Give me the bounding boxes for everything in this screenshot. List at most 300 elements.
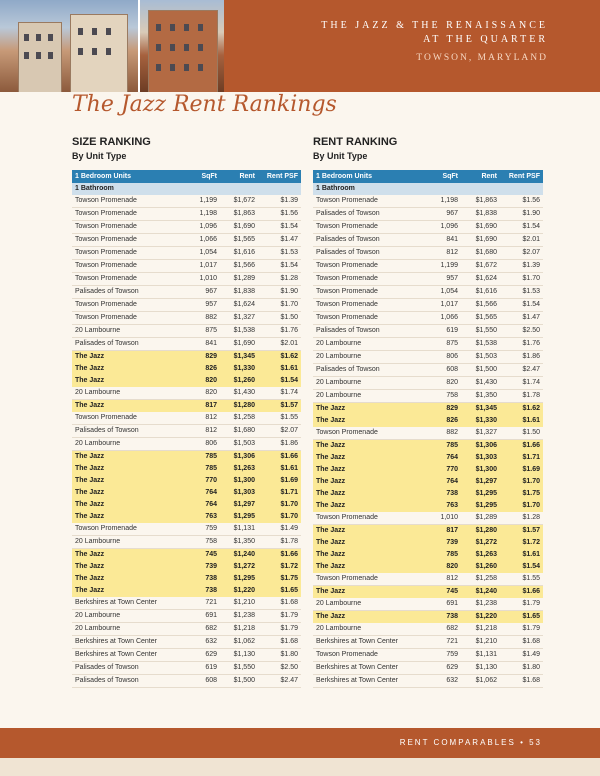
sqft-cell: 770 — [425, 464, 461, 476]
property-name-cell: 20 Lambourne — [313, 390, 425, 403]
table-row — [72, 451, 301, 464]
rent-cell: $1,300 — [220, 475, 258, 487]
table-row — [313, 464, 543, 476]
sqft-cell: 738 — [184, 573, 220, 585]
rent-cell: $1,565 — [461, 312, 500, 325]
table-row — [72, 623, 301, 636]
table-row — [313, 636, 543, 649]
rent-cell: $1,672 — [461, 260, 500, 273]
rent-psf-cell: $1.66 — [500, 586, 543, 599]
property-name-cell: Towson Promenade — [72, 299, 184, 312]
property-name-cell: 20 Lambourne — [313, 338, 425, 351]
sqft-cell: 826 — [425, 415, 461, 427]
rent-psf-cell: $1.55 — [258, 412, 301, 425]
rent-cell: $1,272 — [461, 537, 500, 549]
building-photo-2 — [138, 0, 224, 92]
sqft-cell: 739 — [184, 561, 220, 573]
header-title-line2: AT THE QUARTER — [423, 34, 548, 45]
sqft-cell: 1,017 — [184, 260, 220, 273]
table-row — [313, 525, 543, 538]
sqft-cell: 770 — [184, 475, 220, 487]
rent-cell: $1,280 — [220, 400, 258, 413]
property-name-cell: Towson Promenade — [72, 195, 184, 208]
col-header-units: 1 Bedroom Units — [72, 170, 184, 183]
rent-cell: $1,500 — [461, 364, 500, 377]
rent-psf-cell: $1.39 — [258, 195, 301, 208]
rent-psf-cell: $2.47 — [500, 364, 543, 377]
sqft-cell: 967 — [184, 286, 220, 299]
rent-psf-cell: $1.54 — [500, 221, 543, 234]
property-name-cell: Towson Promenade — [313, 221, 425, 234]
property-name-cell: Towson Promenade — [313, 573, 425, 586]
property-name-cell: Towson Promenade — [72, 208, 184, 221]
table-row — [72, 312, 301, 325]
table-row — [72, 425, 301, 438]
rent-psf-cell: $1.78 — [258, 536, 301, 549]
rent-psf-cell: $1.55 — [500, 573, 543, 586]
table-row — [313, 286, 543, 299]
building-photo-1 — [0, 0, 138, 92]
sqft-cell: 608 — [425, 364, 461, 377]
page-title: The Jazz Rent Rankings — [72, 92, 337, 117]
table-row — [72, 247, 301, 260]
sqft-cell: 875 — [425, 338, 461, 351]
rent-cell: $1,690 — [461, 221, 500, 234]
rent-cell: $1,303 — [220, 487, 258, 499]
property-name-cell: Berkshires at Town Center — [72, 649, 184, 662]
sqft-cell: 619 — [184, 662, 220, 675]
property-name-cell: Towson Promenade — [313, 273, 425, 286]
rent-cell: $1,220 — [220, 585, 258, 597]
rent-cell: $1,566 — [220, 260, 258, 273]
rent-cell: $1,289 — [461, 512, 500, 525]
table-row — [72, 234, 301, 247]
col-header-units: 1 Bedroom Units — [313, 170, 425, 183]
rent-cell: $1,218 — [220, 623, 258, 636]
property-name-cell: Towson Promenade — [72, 234, 184, 247]
rent-cell: $1,295 — [220, 573, 258, 585]
rent-cell: $1,210 — [220, 597, 258, 610]
rent-psf-cell: $1.75 — [258, 573, 301, 585]
rent-cell: $1,838 — [220, 286, 258, 299]
rent-cell: $1,062 — [461, 675, 500, 688]
property-name-cell: 20 Lambourne — [72, 623, 184, 636]
size-ranking-table — [72, 170, 301, 688]
rent-psf-cell: $1.69 — [500, 464, 543, 476]
table-row — [313, 649, 543, 662]
rent-cell: $1,218 — [461, 623, 500, 636]
sqft-cell: 682 — [425, 623, 461, 636]
property-name-cell: 20 Lambourne — [313, 623, 425, 636]
rent-psf-cell: $1.65 — [258, 585, 301, 597]
table-header-row — [313, 170, 543, 183]
table-row — [72, 338, 301, 351]
rent-psf-cell: $1.54 — [258, 260, 301, 273]
table-row — [313, 623, 543, 636]
col-header-rent: Rent — [461, 170, 500, 183]
rent-cell: $1,295 — [461, 500, 500, 512]
table-row — [72, 438, 301, 451]
table-row — [72, 273, 301, 286]
rent-psf-cell: $1.57 — [258, 400, 301, 413]
table-row — [72, 400, 301, 413]
rent-psf-cell: $1.56 — [258, 208, 301, 221]
table-row — [313, 537, 543, 549]
sqft-cell: 763 — [184, 511, 220, 523]
rent-psf-cell: $1.72 — [258, 561, 301, 573]
table-row — [72, 475, 301, 487]
table-row — [72, 463, 301, 475]
sqft-cell: 829 — [184, 351, 220, 364]
bottom-margin — [0, 758, 600, 776]
sqft-cell: 806 — [425, 351, 461, 364]
sqft-cell: 1,198 — [425, 195, 461, 208]
sqft-cell: 1,010 — [184, 273, 220, 286]
sqft-cell: 820 — [184, 375, 220, 387]
property-name-cell: Palisades of Towson — [313, 364, 425, 377]
table-row — [313, 312, 543, 325]
rent-psf-cell: $1.79 — [258, 610, 301, 623]
sqft-cell: 1,199 — [184, 195, 220, 208]
footer-band — [0, 728, 600, 758]
property-name-cell: The Jazz — [72, 375, 184, 387]
property-name-cell: The Jazz — [313, 403, 425, 416]
table-row — [313, 260, 543, 273]
table-row — [72, 597, 301, 610]
rent-psf-cell: $1.69 — [258, 475, 301, 487]
rent-cell: $1,503 — [220, 438, 258, 451]
property-name-cell: The Jazz — [72, 351, 184, 364]
sqft-cell: 764 — [425, 452, 461, 464]
rent-psf-cell: $1.54 — [258, 221, 301, 234]
sqft-cell: 1,054 — [425, 286, 461, 299]
rent-psf-cell: $1.50 — [258, 312, 301, 325]
table-row — [72, 511, 301, 523]
rent-psf-cell: $1.57 — [500, 525, 543, 538]
rent-ranking-title: RENT RANKING — [313, 136, 398, 148]
rent-psf-cell: $1.74 — [258, 387, 301, 400]
rent-psf-cell: $1.62 — [258, 351, 301, 364]
property-name-cell: 20 Lambourne — [72, 610, 184, 623]
table-row — [72, 610, 301, 623]
table-row — [313, 338, 543, 351]
rent-cell: $1,624 — [220, 299, 258, 312]
table-row — [72, 363, 301, 375]
rent-psf-cell: $1.65 — [500, 611, 543, 624]
property-name-cell: The Jazz — [313, 488, 425, 500]
rent-cell: $1,690 — [220, 338, 258, 351]
sqft-cell: 785 — [184, 451, 220, 464]
property-name-cell: The Jazz — [72, 400, 184, 413]
rent-cell: $1,690 — [220, 221, 258, 234]
rent-psf-cell: $2.07 — [500, 247, 543, 260]
rent-psf-cell: $1.61 — [258, 463, 301, 475]
table-row — [313, 512, 543, 525]
rent-psf-cell: $1.28 — [500, 512, 543, 525]
sqft-cell: 691 — [184, 610, 220, 623]
table-row — [72, 299, 301, 312]
table-row — [313, 662, 543, 675]
property-name-cell: Towson Promenade — [72, 260, 184, 273]
property-name-cell: The Jazz — [72, 499, 184, 511]
table-row — [72, 499, 301, 511]
sqft-cell: 619 — [425, 325, 461, 338]
property-name-cell: Towson Promenade — [313, 312, 425, 325]
property-name-cell: Berkshires at Town Center — [313, 636, 425, 649]
sqft-cell: 1,017 — [425, 299, 461, 312]
sqft-cell: 1,054 — [184, 247, 220, 260]
property-name-cell: 20 Lambourne — [72, 536, 184, 549]
sqft-cell: 1,199 — [425, 260, 461, 273]
sqft-cell: 764 — [184, 487, 220, 499]
property-name-cell: Palisades of Towson — [313, 234, 425, 247]
sqft-cell: 957 — [184, 299, 220, 312]
rent-cell: $1,130 — [220, 649, 258, 662]
size-ranking-subtitle: By Unit Type — [72, 151, 127, 161]
property-name-cell: The Jazz — [313, 611, 425, 624]
rent-cell: $1,327 — [220, 312, 258, 325]
property-name-cell: Palisades of Towson — [313, 208, 425, 221]
rent-cell: $1,672 — [220, 195, 258, 208]
sqft-cell: 812 — [184, 425, 220, 438]
sqft-cell: 785 — [425, 440, 461, 453]
rent-psf-cell: $1.61 — [258, 363, 301, 375]
table-row — [72, 523, 301, 536]
rent-psf-cell: $1.61 — [500, 549, 543, 561]
property-name-cell: The Jazz — [313, 464, 425, 476]
rent-cell: $1,263 — [461, 549, 500, 561]
property-name-cell: Towson Promenade — [313, 512, 425, 525]
rent-psf-cell: $1.78 — [500, 390, 543, 403]
rent-psf-cell: $1.49 — [258, 523, 301, 536]
rent-cell: $1,238 — [220, 610, 258, 623]
col-header-rent-psf: Rent PSF — [258, 170, 301, 183]
rent-ranking-subtitle: By Unit Type — [313, 151, 368, 161]
table-row — [72, 662, 301, 675]
sqft-cell: 763 — [425, 500, 461, 512]
rent-cell: $1,550 — [461, 325, 500, 338]
table-row — [313, 452, 543, 464]
rent-cell: $1,306 — [220, 451, 258, 464]
table-row — [313, 586, 543, 599]
header-location: TOWSON, MARYLAND — [416, 53, 548, 63]
rent-cell: $1,616 — [220, 247, 258, 260]
property-name-cell: Towson Promenade — [313, 427, 425, 440]
rent-psf-cell: $2.07 — [258, 425, 301, 438]
rent-psf-cell: $1.70 — [500, 500, 543, 512]
rent-cell: $1,289 — [220, 273, 258, 286]
rent-psf-cell: $1.47 — [258, 234, 301, 247]
sqft-cell: 739 — [425, 537, 461, 549]
property-name-cell: The Jazz — [72, 463, 184, 475]
table-row — [313, 488, 543, 500]
rent-psf-cell: $1.74 — [500, 377, 543, 390]
rent-cell: $1,538 — [220, 325, 258, 338]
sqft-cell: 820 — [425, 561, 461, 573]
table-row — [72, 208, 301, 221]
rent-psf-cell: $1.68 — [500, 636, 543, 649]
rent-psf-cell: $1.70 — [500, 273, 543, 286]
property-name-cell: 20 Lambourne — [72, 438, 184, 451]
table-row — [72, 585, 301, 597]
property-name-cell: Towson Promenade — [313, 649, 425, 662]
rent-cell: $1,238 — [461, 598, 500, 611]
sqft-cell: 682 — [184, 623, 220, 636]
rent-psf-cell: $1.86 — [500, 351, 543, 364]
rent-psf-cell: $1.80 — [500, 662, 543, 675]
rent-cell: $1,350 — [220, 536, 258, 549]
property-name-cell: The Jazz — [313, 440, 425, 453]
rent-ranking-table — [313, 170, 543, 688]
rent-cell: $1,240 — [220, 549, 258, 562]
sqft-cell: 1,198 — [184, 208, 220, 221]
rent-cell: $1,680 — [461, 247, 500, 260]
table-row — [72, 412, 301, 425]
sqft-cell: 629 — [425, 662, 461, 675]
property-name-cell: The Jazz — [313, 586, 425, 599]
sqft-cell: 608 — [184, 675, 220, 688]
rent-psf-cell: $1.47 — [500, 312, 543, 325]
sqft-cell: 758 — [425, 390, 461, 403]
sqft-cell: 632 — [425, 675, 461, 688]
rent-cell: $1,838 — [461, 208, 500, 221]
property-name-cell: The Jazz — [313, 525, 425, 538]
sqft-cell: 745 — [425, 586, 461, 599]
property-name-cell: The Jazz — [72, 573, 184, 585]
property-name-cell: Palisades of Towson — [72, 662, 184, 675]
rent-psf-cell: $1.49 — [500, 649, 543, 662]
rent-psf-cell: $1.68 — [258, 636, 301, 649]
property-name-cell: Towson Promenade — [313, 286, 425, 299]
property-name-cell: Towson Promenade — [313, 195, 425, 208]
sqft-cell: 632 — [184, 636, 220, 649]
rent-psf-cell: $1.54 — [500, 561, 543, 573]
rent-cell: $1,297 — [461, 476, 500, 488]
sqft-cell: 1,066 — [184, 234, 220, 247]
rent-cell: $1,303 — [461, 452, 500, 464]
table-row — [313, 234, 543, 247]
table-row — [72, 351, 301, 364]
rent-cell: $1,550 — [220, 662, 258, 675]
rent-cell: $1,297 — [220, 499, 258, 511]
table-row — [72, 387, 301, 400]
col-header-sqft: SqFt — [425, 170, 461, 183]
property-name-cell: Berkshires at Town Center — [313, 662, 425, 675]
property-name-cell: 20 Lambourne — [313, 351, 425, 364]
property-name-cell: The Jazz — [313, 476, 425, 488]
rent-psf-cell: $1.66 — [258, 549, 301, 562]
table-row — [72, 649, 301, 662]
rent-psf-cell: $1.54 — [500, 299, 543, 312]
property-name-cell: The Jazz — [72, 487, 184, 499]
table-row — [313, 208, 543, 221]
sqft-cell: 875 — [184, 325, 220, 338]
rent-cell: $1,062 — [220, 636, 258, 649]
table-row — [72, 675, 301, 688]
table-row — [313, 573, 543, 586]
property-name-cell: The Jazz — [72, 363, 184, 375]
rent-cell: $1,345 — [461, 403, 500, 416]
rent-cell: $1,240 — [461, 586, 500, 599]
rent-cell: $1,538 — [461, 338, 500, 351]
sqft-cell: 1,096 — [425, 221, 461, 234]
table-row — [72, 573, 301, 585]
property-name-cell: The Jazz — [72, 511, 184, 523]
group-row — [72, 183, 301, 195]
rent-cell: $1,616 — [461, 286, 500, 299]
group-label: 1 Bathroom — [72, 183, 301, 195]
table-row — [72, 221, 301, 234]
sqft-cell: 764 — [184, 499, 220, 511]
rent-psf-cell: $1.90 — [500, 208, 543, 221]
rent-psf-cell: $1.39 — [500, 260, 543, 273]
sqft-cell: 957 — [425, 273, 461, 286]
table-row — [313, 195, 543, 208]
table-row — [313, 549, 543, 561]
property-name-cell: The Jazz — [313, 500, 425, 512]
rent-psf-cell: $2.50 — [258, 662, 301, 675]
property-name-cell: 20 Lambourne — [313, 598, 425, 611]
rent-cell: $1,863 — [461, 195, 500, 208]
rent-psf-cell: $1.66 — [500, 440, 543, 453]
property-name-cell: The Jazz — [72, 549, 184, 562]
table-row — [313, 403, 543, 416]
property-name-cell: The Jazz — [313, 537, 425, 549]
rent-cell: $1,258 — [461, 573, 500, 586]
property-name-cell: Palisades of Towson — [72, 675, 184, 688]
col-header-sqft: SqFt — [184, 170, 220, 183]
sqft-cell: 759 — [425, 649, 461, 662]
sqft-cell: 785 — [184, 463, 220, 475]
rent-cell: $1,330 — [461, 415, 500, 427]
rent-psf-cell: $1.71 — [500, 452, 543, 464]
sqft-cell: 721 — [425, 636, 461, 649]
table-row — [72, 195, 301, 208]
rent-psf-cell: $1.72 — [500, 537, 543, 549]
sqft-cell: 841 — [184, 338, 220, 351]
table-row — [313, 598, 543, 611]
table-row — [313, 675, 543, 688]
property-name-cell: The Jazz — [313, 415, 425, 427]
footer-page-label: RENT COMPARABLES • 53 — [399, 738, 542, 747]
sqft-cell: 785 — [425, 549, 461, 561]
rent-cell: $1,272 — [220, 561, 258, 573]
property-name-cell: Berkshires at Town Center — [313, 675, 425, 688]
table-row — [313, 415, 543, 427]
rent-cell: $1,350 — [461, 390, 500, 403]
col-header-rent-psf: Rent PSF — [500, 170, 543, 183]
rent-psf-cell: $1.76 — [258, 325, 301, 338]
rent-psf-cell: $1.90 — [258, 286, 301, 299]
table-row — [313, 247, 543, 260]
property-name-cell: The Jazz — [313, 452, 425, 464]
rent-cell: $1,430 — [220, 387, 258, 400]
rent-psf-cell: $2.50 — [500, 325, 543, 338]
property-name-cell: The Jazz — [313, 549, 425, 561]
sqft-cell: 738 — [184, 585, 220, 597]
header-band — [0, 0, 600, 92]
property-name-cell: Berkshires at Town Center — [72, 597, 184, 610]
table-row — [313, 390, 543, 403]
rent-cell: $1,220 — [461, 611, 500, 624]
table-row — [72, 286, 301, 299]
rent-psf-cell: $2.01 — [500, 234, 543, 247]
rent-cell: $1,210 — [461, 636, 500, 649]
rent-cell: $1,295 — [220, 511, 258, 523]
rent-cell: $1,503 — [461, 351, 500, 364]
col-header-rent: Rent — [220, 170, 258, 183]
table-row — [72, 549, 301, 562]
